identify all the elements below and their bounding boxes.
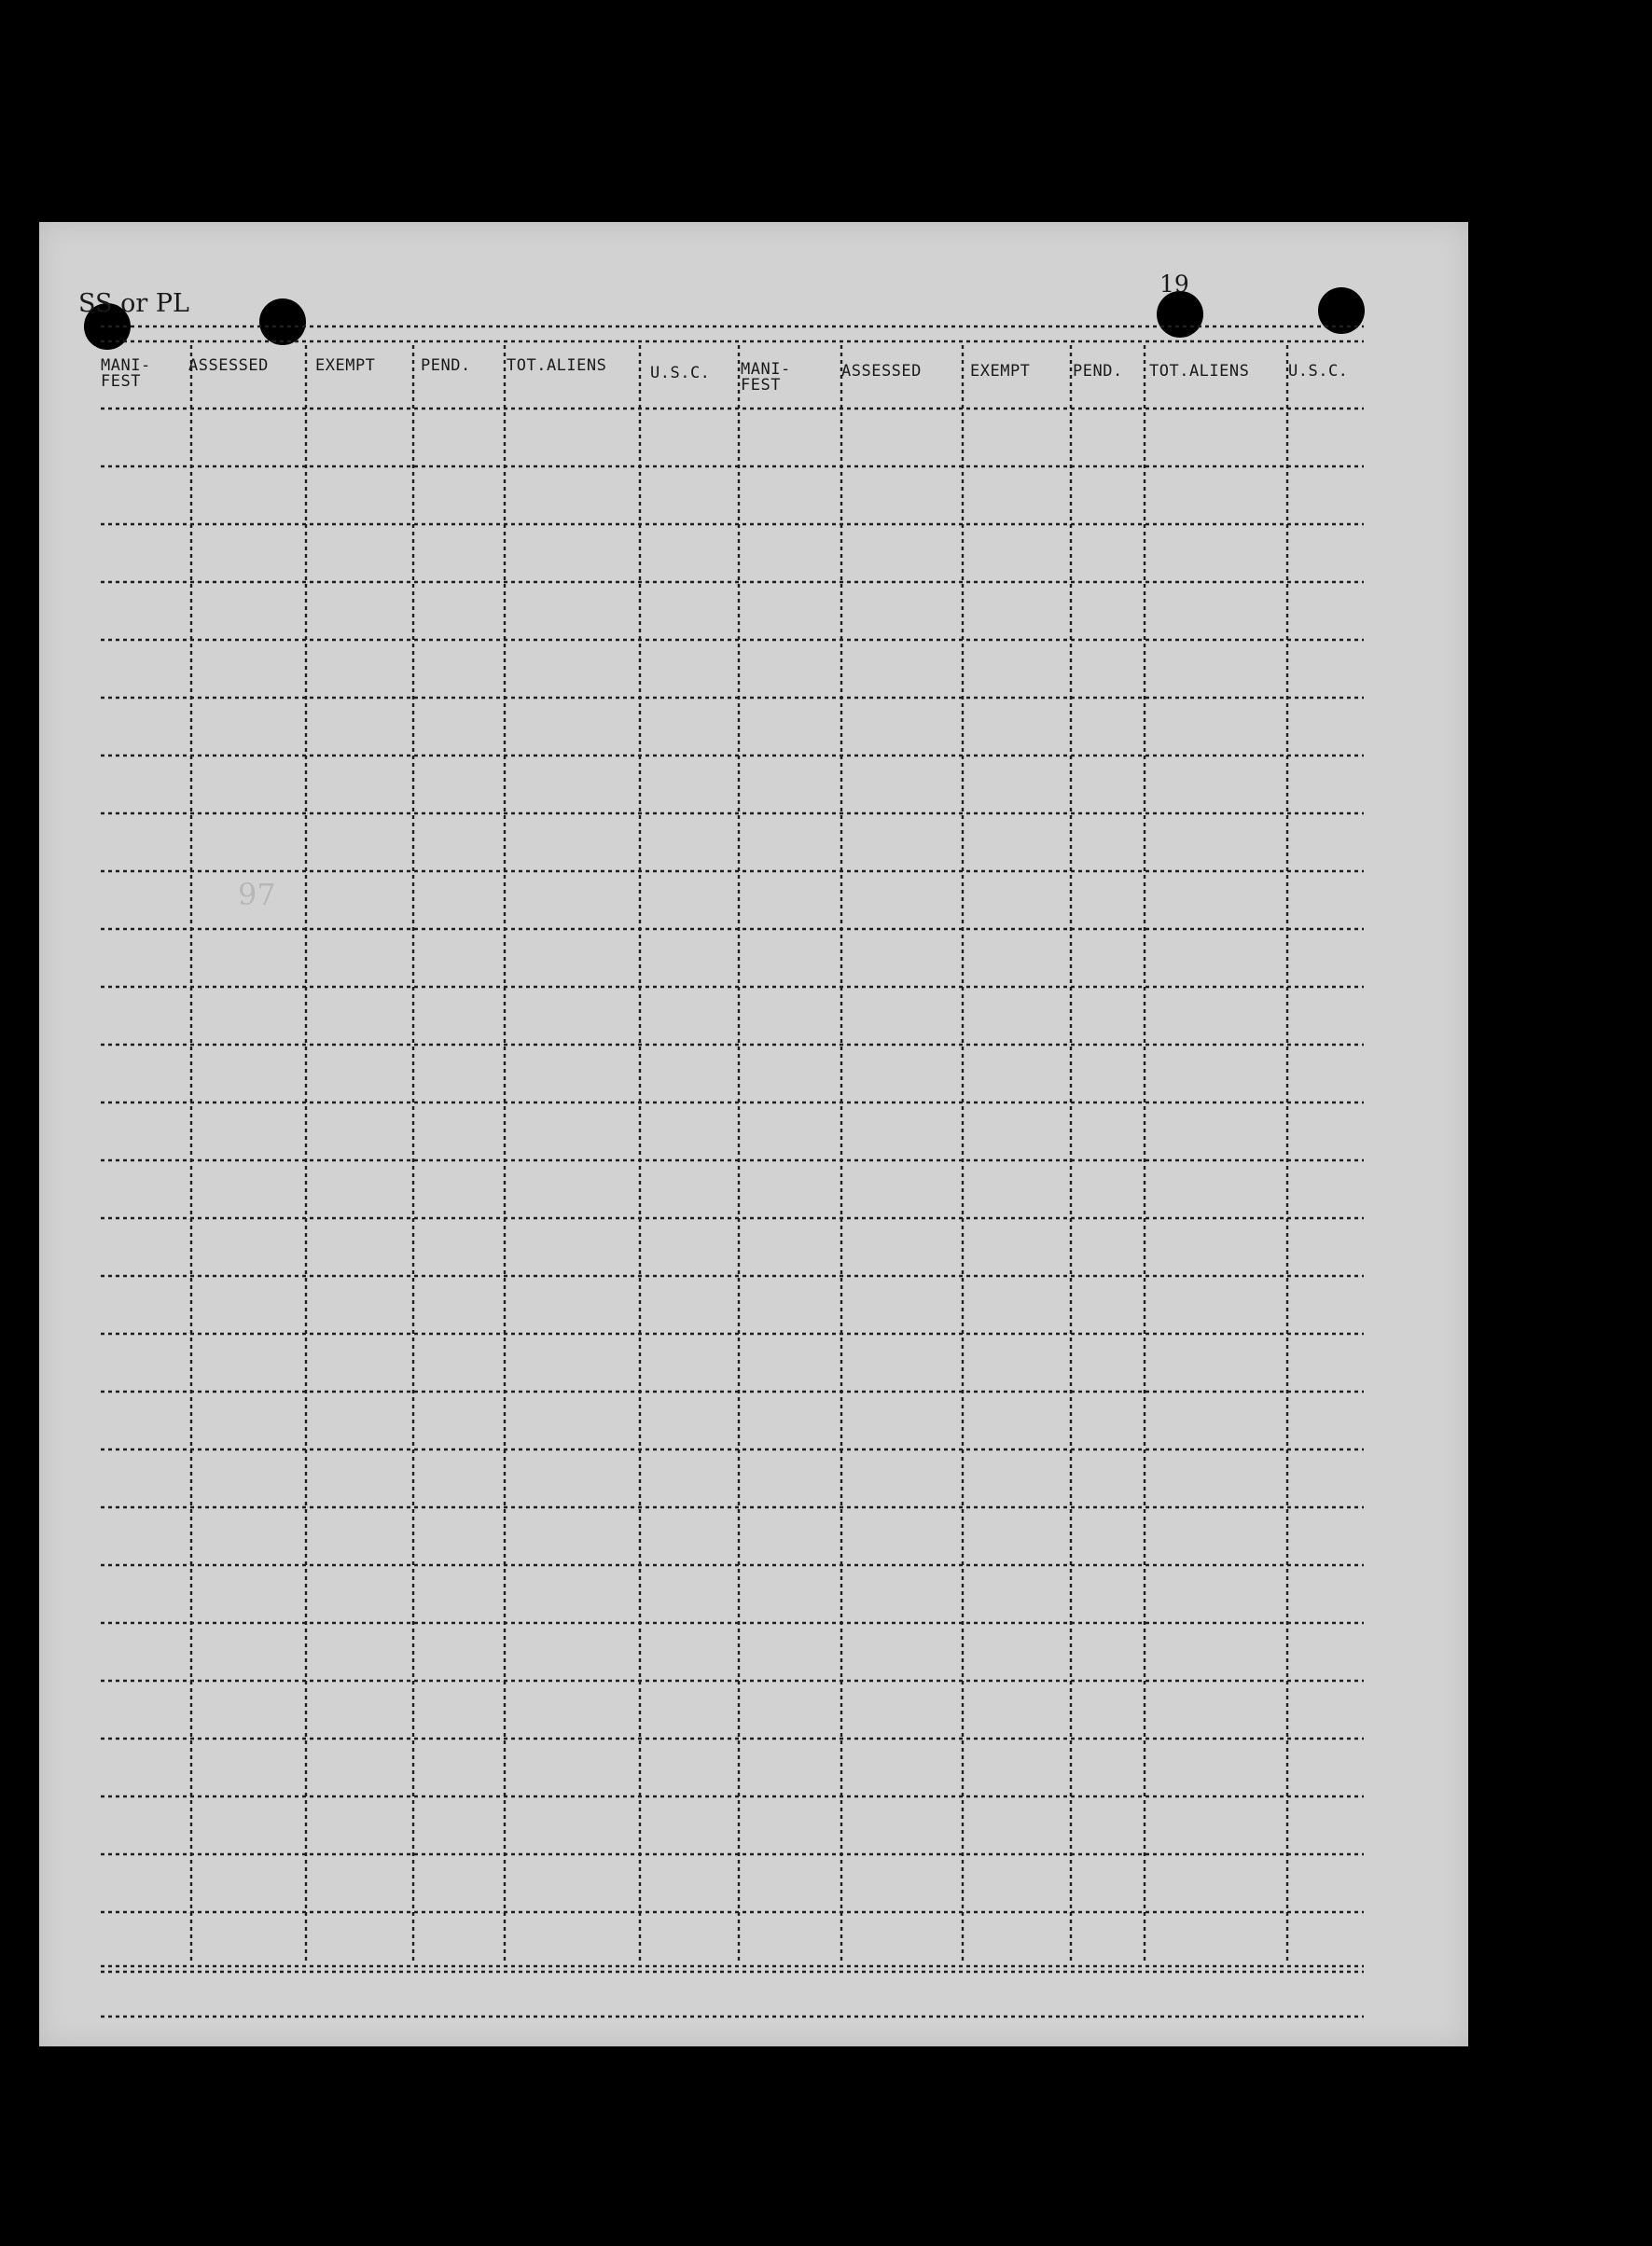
column-header-total-aliens: TOT.ALIENS xyxy=(507,356,607,375)
column-header-usc: U.S.C. xyxy=(650,364,711,382)
column-header-assessed-2: ASSESSED xyxy=(841,362,922,381)
bleed-through-mark: 97 xyxy=(238,877,276,912)
column-header-exempt: EXEMPT xyxy=(315,356,376,375)
column-header-total-aliens-2: TOT.ALIENS xyxy=(1149,362,1250,381)
column-header-manifest-2: MANI- FEST xyxy=(741,360,791,395)
page-number: 19 xyxy=(1159,270,1189,298)
column-header-assessed: ASSESSED xyxy=(188,356,269,375)
form-title: SS or PL xyxy=(78,289,189,318)
column-header-pending: PEND. xyxy=(421,356,471,375)
column-header-usc-2: U.S.C. xyxy=(1288,362,1349,381)
column-header-exempt-2: EXEMPT xyxy=(970,362,1031,381)
column-header-pending-2: PEND. xyxy=(1073,362,1123,381)
column-header-manifest: MANI- FEST xyxy=(101,356,151,391)
